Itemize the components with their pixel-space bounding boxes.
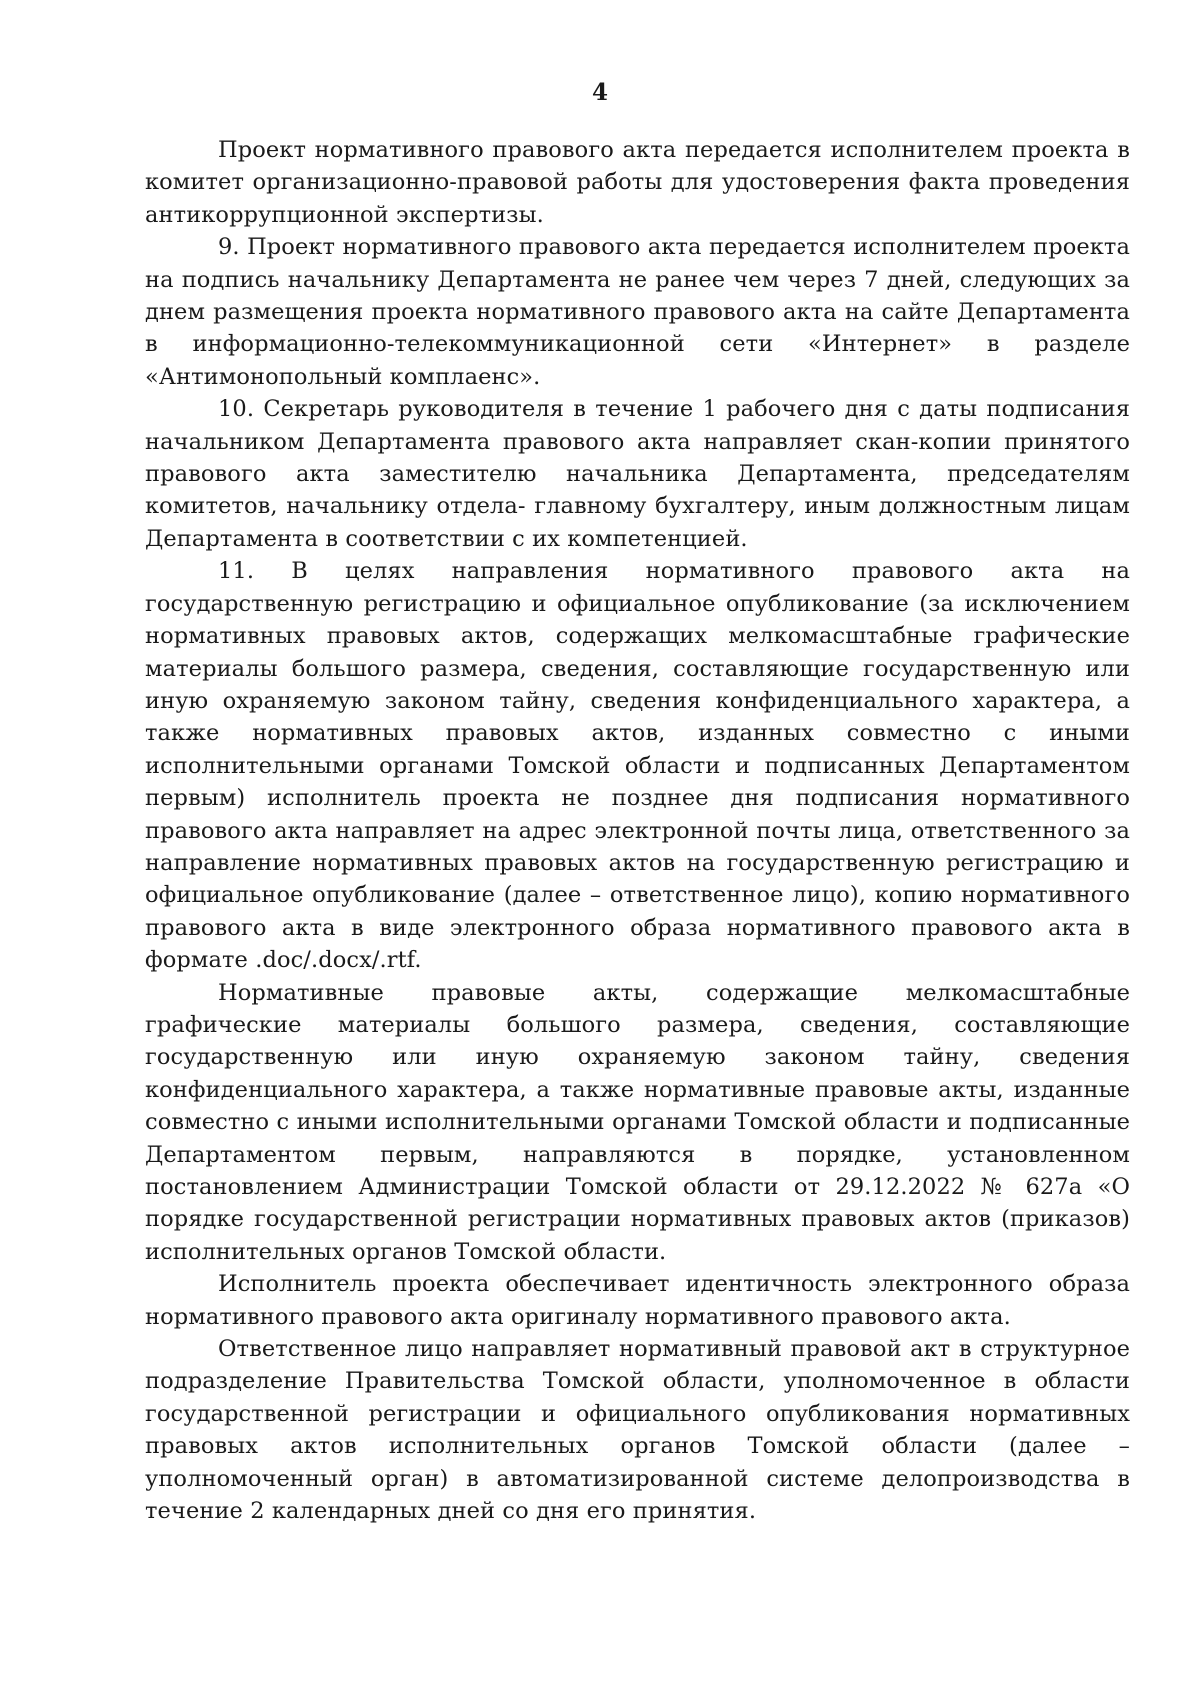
paragraph-item-9: 9. Проект нормативного правового акта передается исполнителем проекта на подпись начальнику Департамента не ранее чем через 7 дней, следующих за днем размещения проекта нормативного правового акта на сайте Департамента в информационно-телекоммуникационной сети «Интернет» в разделе «Антимонопольный комплаенс». (145, 234, 1130, 390)
paragraph-item-10: 10. Секретарь руководителя в течение 1 рабочего дня с даты подписания начальником Департамента правового акта направляет скан-копии принятого правового акта заместителю начальника Департамента, председателям комитетов, начальнику отдела- главному бухгалтеру, иным должностным лицам Департамента в соответствии с их компетенцией. (145, 396, 1130, 552)
paragraph-project-transfer: Проект нормативного правового акта передается исполнителем проекта в комитет организационно-правовой работы для удостоверения факта проведения антикоррупционной экспертизы. (145, 137, 1130, 228)
paragraph-identity: Исполнитель проекта обеспечивает идентичность электронного образа нормативного правового акта оригиналу нормативного правового акта. (145, 1271, 1130, 1330)
paragraph-item-11: 11. В целях направления нормативного правового акта на государственную регистрацию и официальное опубликование (за исключением нормативных правовых актов, содержащих мелкомасштабные графические материалы большого размера, сведения, составляющие государственную или иную охраняемую законом тайну, сведения конфиденциального характера, а также нормативных правовых актов, изданных совместно с иными исполнительными органами Томской области и подписанных Департаментом первым) исполнитель проекта не позднее дня подписания нормативного правового акта направляет на адрес электронной почты лица, ответственного за направление нормативных правовых актов на государственную регистрацию и официальное опубликование (далее – ответственное лицо), копию нормативного правового акта в виде электронного образа нормативного правового акта в формате .doc/.docx/.rtf. (145, 558, 1130, 974)
paragraph-responsible-person: Ответственное лицо направляет нормативный правовой акт в структурное подразделение Правительства Томской области, уполномоченное в области государственной регистрации и официального опубликования нормативных правовых актов исполнительных органов Томской области (далее – уполномоченный орган) в автоматизированной системе делопроизводства в течение 2 календарных дней со дня его принятия. (145, 1336, 1130, 1525)
paragraph-restricted-acts: Нормативные правовые акты, содержащие мелкомасштабные графические материалы большого размера, сведения, составляющие государственную или иную охраняемую законом тайну, сведения конфиденциального характера, а также нормативные правовые акты, изданные совместно с иными исполнительными органами Томской области и подписанные Департаментом первым, направляются в порядке, установленном постановлением Администрации Томской области от 29.12.2022 № 627а «О порядке государственной регистрации нормативных правовых актов (приказов) исполнительных органов Томской области. (145, 979, 1130, 1265)
document-body (145, 134, 1130, 1527)
page-number: 4 (591, 79, 608, 106)
